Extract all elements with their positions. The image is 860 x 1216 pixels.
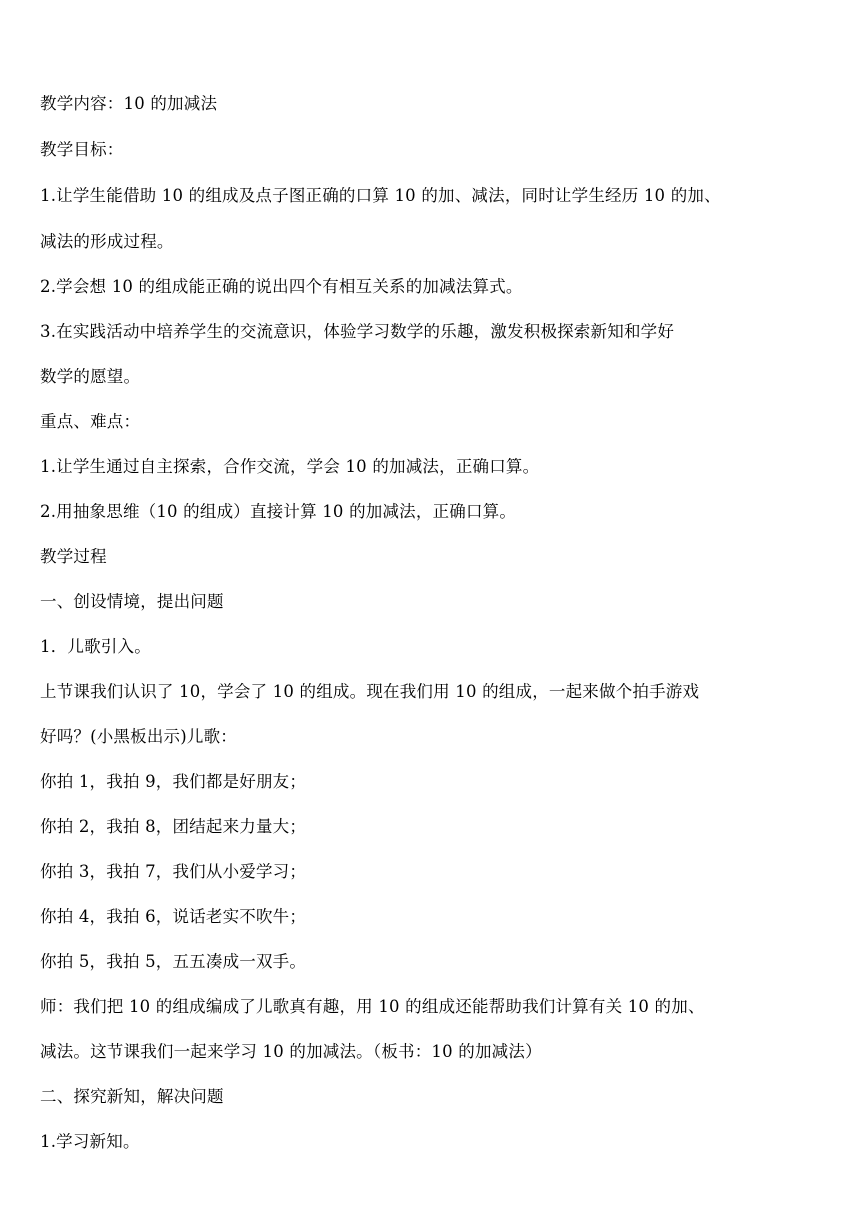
rhyme-line-5: 你拍 5，我拍 5，五五凑成一双手。 <box>40 952 307 971</box>
rhyme-line-4: 你拍 4，我拍 6，说话老实不吹牛； <box>40 907 307 926</box>
rhyme-line-3: 你拍 3，我拍 7，我们从小爱学习； <box>40 862 307 881</box>
teacher-paragraph-line-2: 减法。这节课我们一起来学习 10 的加减法。（板书：10 的加减法） <box>40 1042 542 1061</box>
objective-1-line-1: 1.让学生能借助 10 的组成及点子图正确的口算 10 的加、减法，同时让学生经历 10 的加、 <box>40 186 721 205</box>
objective-3-line-2: 数学的愿望。 <box>40 367 141 386</box>
section-2-heading: 二、探究新知，解决问题 <box>40 1087 224 1106</box>
key-point-1-line: 1.让学生通过自主探索，合作交流，学会 10 的加减法，正确口算。 <box>40 457 540 476</box>
process-heading: 教学过程 <box>40 547 107 566</box>
objectives-heading: 教学目标： <box>40 140 124 159</box>
teacher-paragraph-line-1: 师：我们把 10 的组成编成了儿歌真有趣，用 10 的组成还能帮助我们计算有关 10 的加、 <box>40 997 705 1016</box>
lesson-content-line: 教学内容：10 的加减法 <box>40 94 218 113</box>
rhyme-line-2: 你拍 2，我拍 8，团结起来力量大； <box>40 817 307 836</box>
step-1-heading: 1．儿歌引入。 <box>40 637 151 656</box>
rhyme-line-1: 你拍 1，我拍 9，我们都是好朋友； <box>40 772 307 791</box>
key-point-2-line: 2.用抽象思维（10 的组成）直接计算 10 的加减法，正确口算。 <box>40 502 517 521</box>
intro-paragraph-line-1: 上节课我们认识了 10，学会了 10 的组成。现在我们用 10 的组成，一起来做个拍手游戏 <box>40 682 700 701</box>
objective-2-line: 2.学会想 10 的组成能正确的说出四个有相互关系的加减法算式。 <box>40 277 523 296</box>
intro-paragraph-line-2: 好吗？(小黑板出示)儿歌： <box>40 727 237 746</box>
section-1-heading: 一、创设情境，提出问题 <box>40 592 224 611</box>
objective-3-line-1: 3.在实践活动中培养学生的交流意识，体验学习数学的乐趣，激发积极探索新知和学好 <box>40 322 675 341</box>
objective-1-line-2: 减法的形成过程。 <box>40 232 174 251</box>
key-points-heading: 重点、难点： <box>40 412 141 431</box>
step-2-heading: 1.学习新知。 <box>40 1132 140 1151</box>
